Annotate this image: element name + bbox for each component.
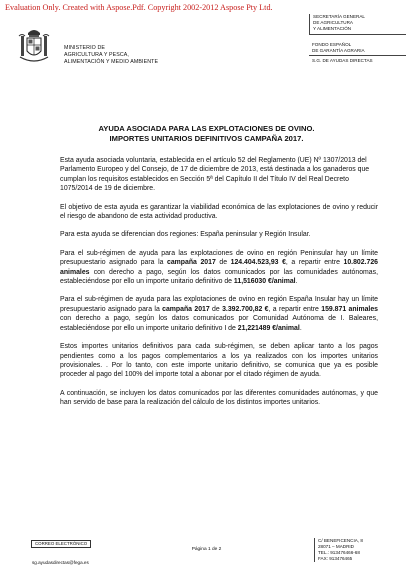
- fondo-box: [309, 42, 406, 54]
- bold-run: 10.802.726 animales: [60, 259, 378, 276]
- paragraph: A continuación, se incluyen los datos comunicados por las diferentes comunidades autónomas, y que han servido de base para la realización del cálculo de los distintos importes unitarios.: [60, 389, 378, 407]
- paragraph: Para esta ayuda se diferencian dos regiones: España peninsular y Región Insular.: [60, 231, 311, 239]
- ministry-name: [64, 45, 158, 66]
- ministry-line: ALIMENTACIÓN Y MEDIO AMBIENTE: [64, 59, 159, 65]
- text-run: Para el sub-régimen de ayuda para las explotaciones de ovino en región España Insular hay un límite presupuestario asignado para la: [60, 296, 378, 313]
- paragraph: [60, 249, 378, 287]
- text-run: con derecho a pago, según los datos comunicados por las comunidades autónomas, estableciéndose por ello un importe unitario definitivo de: [60, 268, 378, 286]
- title-line: IMPORTES UNITARIOS DEFINITIVOS CAMPAÑA 2017.: [109, 134, 304, 143]
- text-run: Para el sub-régimen de ayuda para las explotaciones de ovino en región Peninsular hay un límite presupuestario asignado para la: [60, 249, 378, 267]
- document-body: [60, 156, 378, 417]
- title-line: AYUDA ASOCIADA PARA LAS EXPLOTACIONES DE OVINO.: [98, 124, 315, 133]
- coat-of-arms-logo: [18, 27, 50, 67]
- paragraph: [60, 295, 378, 333]
- address-line: FAX: 913476465: [318, 556, 353, 561]
- text-run: con derecho a pago, según los datos comunicados por Comunidad Autónoma de I. Baleares, estableciéndose por ello un importe unitario definitivo I de: [60, 315, 378, 332]
- bold-run: campaña 2017: [167, 259, 216, 267]
- bold-run: 159.871 animales: [321, 305, 379, 313]
- watermark-text: Evaluation Only. Created with Aspose.Pdf. Copyright 2002-2012 Aspose Pty Ltd.: [5, 3, 273, 12]
- bold-run: 124.404.523,93 €: [230, 259, 286, 267]
- secretaria-line: SECRETARÍA GENERAL: [313, 14, 365, 19]
- page-number: Página 1 de 2: [191, 547, 222, 552]
- fondo-line: DE GARANTÍA AGRARIA: [312, 48, 365, 53]
- secretaria-box: [309, 14, 406, 35]
- address-line: TEL.: 913476466-68: [318, 550, 360, 555]
- ministry-line: AGRICULTURA Y PESCA,: [64, 52, 129, 58]
- text-run: , a repartir entre: [268, 305, 322, 313]
- paragraph: Esta ayuda asociada voluntaria, establecida en el artículo 52 del Reglamento (UE) Nº 1307/2013 del Parlamento Europeo y del Consejo, de 17 de diciembre de 2013, está destinada a los ganaderos que cumplan los requisitos establecidos en Sección 5ª del Capítulo II del Título IV del Real Decreto 1075/2014 de 19 de diciembre.: [60, 157, 370, 193]
- email-link[interactable]: sg.ayudasdirectas@fega.es: [32, 560, 89, 565]
- text-run: de: [209, 305, 223, 313]
- text-run: de: [215, 259, 231, 267]
- text-run: .: [295, 278, 298, 286]
- paragraph: Estos importes unitarios definitivos para cada sub-régimen, se deben aplicar tanto a los pagos pendientes como a los pagos complementarios a los ya realizados con los importes unitarios provisionales. . Por lo tanto, con este importe unitario definitivo, se comunica que ya es posible proceder al pago del 100% del importe total a abonar por el citado régimen de ayuda.: [60, 343, 378, 379]
- paragraph: El objetivo de esta ayuda es garantizar la viabilidad económica de las explotaciones de ovino y reducir el riesgo de abandono de esta actividad productiva.: [60, 203, 378, 221]
- bold-run: campaña 2017: [162, 305, 210, 313]
- postal-address: [314, 538, 363, 562]
- email-label-box: CORREO ELECTRÓNICO: [31, 540, 91, 548]
- address-line: C/ BENEFICENCIA, 8: [318, 538, 363, 543]
- fondo-line: FONDO ESPAÑOL: [312, 42, 352, 47]
- bold-run: 21,221489 €/animal: [237, 324, 300, 332]
- address-line: 28071 – MADRID: [318, 544, 355, 549]
- bold-run: 3.392.700,82 €: [222, 305, 269, 313]
- subdireccion-label: S.G. DE AYUDAS DIRECTAS: [309, 55, 406, 64]
- text-run: , a repartir entre: [285, 259, 344, 267]
- secretaria-line: DE AGRICULTURA: [313, 20, 353, 25]
- ministry-line: MINISTERIO DE: [64, 45, 106, 51]
- document-title: [0, 124, 413, 144]
- bold-run: 11,516030 €/animal: [233, 278, 296, 286]
- secretaria-line: Y ALIMENTACIÓN: [313, 26, 352, 31]
- header-right-block: [309, 14, 406, 64]
- text-run: .: [299, 324, 302, 332]
